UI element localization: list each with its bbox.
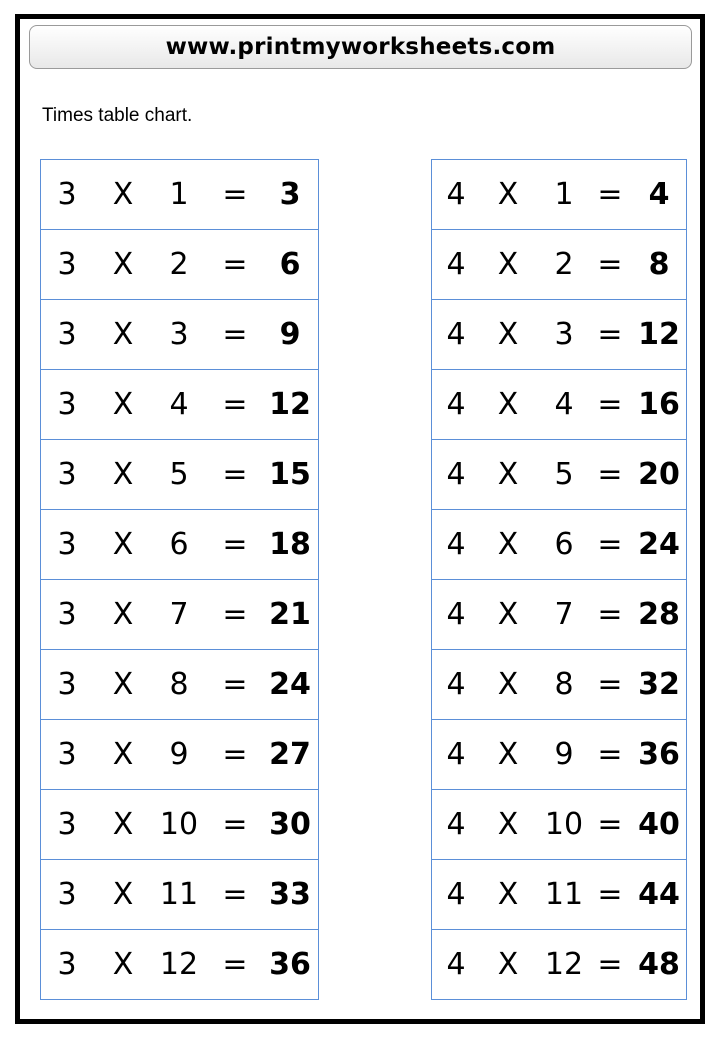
multiplicand: 3 bbox=[57, 317, 77, 352]
table-row bbox=[432, 300, 686, 370]
multiplier: 3 bbox=[554, 317, 574, 352]
product: 15 bbox=[269, 457, 311, 492]
multiplicand: 3 bbox=[57, 247, 77, 282]
multiplicand: 4 bbox=[446, 247, 466, 282]
times-symbol: X bbox=[112, 527, 134, 562]
multiplicand: 4 bbox=[446, 387, 466, 422]
table-row bbox=[41, 580, 318, 650]
multiplier: 10 bbox=[159, 807, 199, 842]
product: 6 bbox=[279, 247, 301, 282]
table-row bbox=[41, 370, 318, 440]
product: 40 bbox=[638, 807, 680, 842]
equals-symbol: = bbox=[597, 177, 623, 212]
multiplier: 2 bbox=[169, 247, 189, 282]
equals-symbol: = bbox=[222, 317, 248, 352]
times-table-3 bbox=[40, 159, 319, 1000]
times-symbol: X bbox=[497, 667, 519, 702]
product: 12 bbox=[638, 317, 680, 352]
product: 8 bbox=[648, 247, 670, 282]
table-row bbox=[432, 720, 686, 790]
equals-symbol: = bbox=[597, 947, 623, 982]
product: 18 bbox=[269, 527, 311, 562]
product: 12 bbox=[269, 387, 311, 422]
table-row bbox=[432, 230, 686, 300]
equals-symbol: = bbox=[222, 807, 248, 842]
times-symbol: X bbox=[497, 177, 519, 212]
multiplier: 8 bbox=[169, 667, 189, 702]
equals-symbol: = bbox=[597, 387, 623, 422]
times-symbol: X bbox=[112, 387, 134, 422]
multiplicand: 4 bbox=[446, 457, 466, 492]
product: 30 bbox=[269, 807, 311, 842]
product: 24 bbox=[638, 527, 680, 562]
product: 28 bbox=[638, 597, 680, 632]
times-symbol: X bbox=[497, 387, 519, 422]
product: 33 bbox=[269, 877, 311, 912]
equals-symbol: = bbox=[597, 807, 623, 842]
multiplicand: 4 bbox=[446, 527, 466, 562]
multiplicand: 3 bbox=[57, 457, 77, 492]
multiplier: 5 bbox=[554, 457, 574, 492]
multiplicand: 3 bbox=[57, 947, 77, 982]
times-symbol: X bbox=[112, 807, 134, 842]
product: 24 bbox=[269, 667, 311, 702]
multiplicand: 3 bbox=[57, 737, 77, 772]
times-symbol: X bbox=[112, 457, 134, 492]
equals-symbol: = bbox=[597, 737, 623, 772]
times-symbol: X bbox=[112, 877, 134, 912]
equals-symbol: = bbox=[222, 387, 248, 422]
equals-symbol: = bbox=[597, 247, 623, 282]
multiplier: 6 bbox=[169, 527, 189, 562]
equals-symbol: = bbox=[222, 737, 248, 772]
times-symbol: X bbox=[112, 177, 134, 212]
multiplicand: 4 bbox=[446, 877, 466, 912]
times-table-4 bbox=[431, 159, 687, 1000]
equals-symbol: = bbox=[222, 247, 248, 282]
times-symbol: X bbox=[497, 807, 519, 842]
multiplier: 9 bbox=[169, 737, 189, 772]
product: 9 bbox=[279, 317, 301, 352]
table-row bbox=[41, 510, 318, 580]
multiplier: 5 bbox=[169, 457, 189, 492]
table-row bbox=[432, 650, 686, 720]
multiplier: 1 bbox=[169, 177, 189, 212]
times-symbol: X bbox=[497, 597, 519, 632]
product: 4 bbox=[648, 177, 670, 212]
multiplier: 7 bbox=[169, 597, 189, 632]
table-row bbox=[41, 650, 318, 720]
times-symbol: X bbox=[497, 527, 519, 562]
multiplicand: 3 bbox=[57, 177, 77, 212]
table-row bbox=[432, 930, 686, 1000]
table-row bbox=[41, 300, 318, 370]
product: 27 bbox=[269, 737, 311, 772]
multiplier: 1 bbox=[554, 177, 574, 212]
product: 48 bbox=[638, 947, 680, 982]
product: 36 bbox=[638, 737, 680, 772]
multiplier: 2 bbox=[554, 247, 574, 282]
product: 32 bbox=[638, 667, 680, 702]
equals-symbol: = bbox=[597, 597, 623, 632]
site-header-bar bbox=[29, 25, 692, 69]
equals-symbol: = bbox=[222, 177, 248, 212]
multiplicand: 3 bbox=[57, 527, 77, 562]
product: 20 bbox=[638, 457, 680, 492]
multiplier: 11 bbox=[544, 877, 584, 912]
multiplier: 8 bbox=[554, 667, 574, 702]
table-row bbox=[432, 510, 686, 580]
multiplier: 7 bbox=[554, 597, 574, 632]
times-symbol: X bbox=[497, 947, 519, 982]
product: 44 bbox=[638, 877, 680, 912]
equals-symbol: = bbox=[222, 527, 248, 562]
worksheet-subtitle: Times table chart. bbox=[42, 105, 193, 126]
equals-symbol: = bbox=[222, 457, 248, 492]
times-symbol: X bbox=[112, 247, 134, 282]
table-row bbox=[41, 160, 318, 230]
table-row bbox=[432, 860, 686, 930]
table-row bbox=[41, 720, 318, 790]
multiplicand: 3 bbox=[57, 597, 77, 632]
times-symbol: X bbox=[112, 947, 134, 982]
multiplicand: 4 bbox=[446, 947, 466, 982]
times-symbol: X bbox=[112, 667, 134, 702]
table-row bbox=[432, 580, 686, 650]
multiplicand: 3 bbox=[57, 877, 77, 912]
times-symbol: X bbox=[497, 877, 519, 912]
equals-symbol: = bbox=[597, 667, 623, 702]
equals-symbol: = bbox=[597, 877, 623, 912]
equals-symbol: = bbox=[222, 877, 248, 912]
table-row bbox=[432, 440, 686, 510]
multiplier: 12 bbox=[159, 947, 199, 982]
multiplier: 10 bbox=[544, 807, 584, 842]
product: 36 bbox=[269, 947, 311, 982]
site-url: www.printmyworksheets.com bbox=[165, 34, 556, 60]
equals-symbol: = bbox=[597, 457, 623, 492]
times-symbol: X bbox=[497, 737, 519, 772]
table-row bbox=[41, 230, 318, 300]
multiplier: 11 bbox=[159, 877, 199, 912]
times-symbol: X bbox=[497, 317, 519, 352]
multiplicand: 4 bbox=[446, 737, 466, 772]
times-symbol: X bbox=[497, 247, 519, 282]
table-row bbox=[41, 790, 318, 860]
table-row bbox=[432, 160, 686, 230]
equals-symbol: = bbox=[597, 527, 623, 562]
equals-symbol: = bbox=[597, 317, 623, 352]
table-row bbox=[432, 370, 686, 440]
times-symbol: X bbox=[112, 317, 134, 352]
multiplicand: 4 bbox=[446, 667, 466, 702]
multiplicand: 4 bbox=[446, 807, 466, 842]
worksheet-page bbox=[15, 14, 705, 1024]
multiplicand: 4 bbox=[446, 597, 466, 632]
table-row bbox=[41, 930, 318, 1000]
multiplicand: 3 bbox=[57, 387, 77, 422]
multiplier: 3 bbox=[169, 317, 189, 352]
multiplier: 4 bbox=[554, 387, 574, 422]
multiplier: 12 bbox=[544, 947, 584, 982]
multiplier: 9 bbox=[554, 737, 574, 772]
product: 16 bbox=[638, 387, 680, 422]
multiplicand: 3 bbox=[57, 667, 77, 702]
product: 3 bbox=[279, 177, 301, 212]
table-row bbox=[41, 860, 318, 930]
multiplier: 4 bbox=[169, 387, 189, 422]
times-symbol: X bbox=[112, 597, 134, 632]
times-symbol: X bbox=[497, 457, 519, 492]
multiplicand: 3 bbox=[57, 807, 77, 842]
table-row bbox=[432, 790, 686, 860]
equals-symbol: = bbox=[222, 597, 248, 632]
equals-symbol: = bbox=[222, 947, 248, 982]
multiplicand: 4 bbox=[446, 317, 466, 352]
table-row bbox=[41, 440, 318, 510]
multiplicand: 4 bbox=[446, 177, 466, 212]
times-symbol: X bbox=[112, 737, 134, 772]
multiplier: 6 bbox=[554, 527, 574, 562]
product: 21 bbox=[269, 597, 311, 632]
equals-symbol: = bbox=[222, 667, 248, 702]
